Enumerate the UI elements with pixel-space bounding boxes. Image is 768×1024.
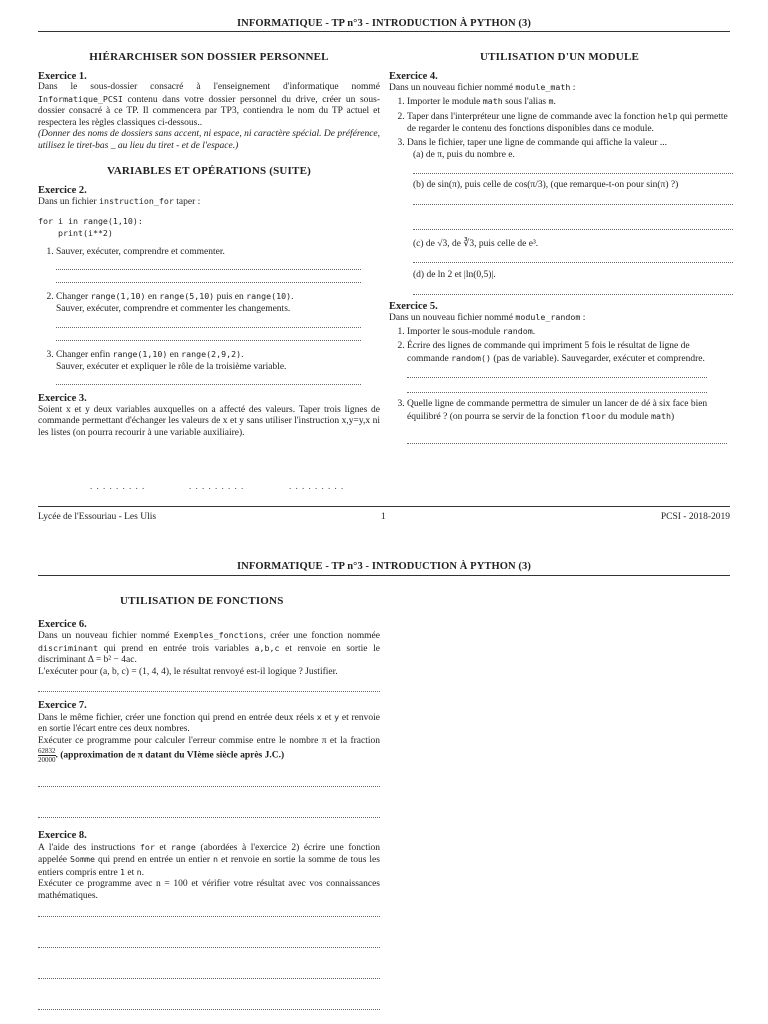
section-title-functions: UTILISATION DE FONCTIONS [120, 595, 284, 607]
ex4-item-2-b: qui permette de regarder le contenu des fonctions disponibles dans ce module. [407, 112, 728, 134]
ex8-code-one: 1 [120, 866, 126, 877]
answer-line [38, 916, 380, 917]
ex6-b: , créer une fonction nommée [263, 631, 380, 641]
ex8-d: qui prend en entrée un entier [94, 855, 213, 865]
ex4-sub-d: (d) de ln 2 et |ln(0,5)|. [413, 270, 496, 280]
footer-page-number: 1 [381, 512, 386, 522]
ex6-c: qui prend en entrée trois variables [97, 643, 255, 654]
answer-line [56, 282, 361, 283]
section-title-module: UTILISATION D'UN MODULE [479, 51, 640, 63]
ex7-fraction [38, 747, 56, 764]
ex4-sub-c: (c) de √3, de ∛3, puis celle de e³. [413, 238, 539, 249]
exercise-2-title: Exercice 2. [38, 184, 87, 196]
ex5-item-2-code: random() [451, 352, 492, 363]
ex5-item-3-a: Quelle ligne de commande permettra de simuler un lancer de dé à six face bien équilibré ? (on pourra se servir de la fonction [407, 399, 708, 422]
answer-line [56, 269, 361, 270]
ex2-item-2-code3: range(10) [246, 291, 292, 301]
answer-line [56, 340, 361, 341]
page1-right-column [389, 52, 730, 444]
ex6-a: Dans un nouveau fichier nommé [38, 631, 174, 641]
ex2-item-3-code1: range(1,10) [112, 349, 168, 359]
exercise-6-text [38, 630, 380, 667]
ex5-intro-b: : [580, 313, 586, 323]
ex2-item-3-code2: range(2,9,2) [181, 349, 242, 359]
ex4-item-2 [407, 111, 730, 135]
exercise-4-list [389, 96, 730, 295]
page2-column [38, 596, 380, 1010]
ex5-item-3-b: du module [605, 411, 651, 422]
answer-line [413, 173, 733, 174]
exercise-5-list [389, 326, 730, 445]
ex1-text-a: Dans le sous-dossier consacré à l'enseignement d'informatique nommé [38, 82, 380, 92]
section-title-hierarchy: HIÉRARCHISER SON DOSSIER PERSONNEL [89, 51, 329, 63]
ex3-blank-3: . . . . . . . . . [289, 481, 345, 491]
ex2-item-2-a: Changer [56, 292, 91, 302]
ex4-item-1-code2: m [548, 95, 554, 106]
ex2-item-1-text: Sauver, exécuter, comprendre et commenter. [56, 246, 225, 257]
answer-line [38, 1009, 380, 1010]
answer-line [413, 294, 733, 295]
exercise-1-note: (Donner des noms de dossiers sans accent, ni espace, ni caractère spécial. De préférence, utilisez le tiret-bas _ au lieu du tiret - et de l'espace.) [38, 129, 380, 151]
exercise-1-text [38, 82, 380, 129]
ex5-intro-code: module_random [515, 312, 581, 322]
ex7-fraction-numerator: 62832 [38, 747, 56, 755]
ex2-item-2-d: puis en [214, 292, 247, 302]
ex6-d: et renvoie en sortie le discriminant Δ = b² − 4ac. [38, 643, 380, 665]
page1-left-column [38, 52, 380, 439]
exercise-2-code-block [38, 215, 380, 239]
ex4-sublist [407, 150, 730, 295]
ex5-item-2-b: (pas de variable). Sauvegarder, exécuter et comprendre. [491, 353, 705, 364]
page1-header-rule [38, 31, 730, 32]
answer-line [56, 384, 361, 385]
ex8-e: et renvoie en sortie la somme de tous les entiers compris entre [38, 855, 380, 878]
answer-line [407, 377, 707, 378]
ex7-c: et renvoie en sortie l'écart entre ces deux nombres. [38, 712, 380, 734]
ex8-f: et [125, 867, 137, 878]
ex8-code-range: range [170, 841, 196, 852]
ex2-item-2-b: en [145, 292, 160, 302]
ex6-code-function: discriminant [38, 642, 98, 653]
ex6-code-filename: Exemples_fonctions [173, 630, 264, 640]
ex5-item-2-a: Écrire des lignes de commande qui impriment 5 fois le résultat de ligne de commande [407, 341, 690, 364]
exercise-6-line2: L'exécuter pour (a, b, c) = (1, 4, 4), le résultat renvoyé est-il logique ? Justifier. [38, 666, 338, 677]
ex6-code-vars: a,b,c [254, 642, 280, 653]
ex2-item-3-a: Changer enfin [56, 350, 113, 360]
ex7-fraction-denominator: 20000 [38, 756, 56, 764]
ex2-item-1 [56, 247, 380, 284]
exercise-3-title: Exercice 3. [38, 393, 87, 404]
ex2-item-3-b: en [167, 350, 182, 360]
exercise-5-title: Exercice 5. [389, 300, 438, 312]
ex8-code-n2: n [136, 866, 142, 877]
ex2-code-line-2: print(i**2) [38, 227, 113, 238]
exercise-4-title: Exercice 4. [389, 70, 438, 82]
ex4-item-3 [407, 138, 730, 295]
ex2-item-2 [56, 291, 380, 341]
exercise-8-text [38, 842, 380, 880]
answer-line [56, 327, 361, 328]
ex2-item-3 [56, 349, 380, 385]
exercise-8-title: Exercice 8. [38, 830, 87, 841]
answer-line [413, 229, 733, 230]
ex8-g: . [141, 867, 145, 878]
ex8-b: et [154, 842, 171, 853]
exercise-6-title: Exercice 6. [38, 618, 87, 630]
answer-line [407, 392, 707, 393]
page1-footer-rule [38, 506, 730, 507]
ex8-c: (abordées à l'exercice 2) écrire une fonction appelée [38, 842, 380, 865]
ex2-intro-code: instruction_for [98, 196, 174, 206]
ex7-b: et [321, 712, 335, 723]
exercise-1-title: Exercice 1. [38, 70, 87, 82]
ex2-item-3-line2: Sauver, exécuter et expliquer le rôle de la troisième variable. [56, 361, 287, 372]
ex4-sub-b: (b) de sin(π), puis celle de cos(π/3), (que remarque-t-on pour sin(π) ?) [413, 180, 679, 190]
exercise-2-list [38, 247, 380, 386]
ex5-item-1-b: . [532, 326, 536, 337]
ex4-item-1 [407, 96, 730, 109]
answer-line [407, 443, 727, 444]
ex2-item-3-e: . [241, 350, 244, 360]
ex2-intro-b: taper : [173, 197, 201, 207]
page2-header-rule [38, 575, 730, 576]
ex1-text-b: contenu dans votre dossier personnel du drive, créer un sous-dossier consacré à ce TP. Il commencera par TP3, contiendra le nom du TP actuel et respectera les règles classiques ci-dessous.. [38, 94, 380, 128]
answer-line [38, 978, 380, 979]
page1-header: INFORMATIQUE - TP n°3 - INTRODUCTION À PYTHON (3) [237, 18, 531, 29]
footer-class-year: PCSI - 2018-2019 [660, 512, 730, 522]
page2-header: INFORMATIQUE - TP n°3 - INTRODUCTION À PYTHON (3) [237, 561, 531, 572]
ex2-code-line-1: for i in range(1,10): [38, 215, 143, 226]
ex8-code-n: n [212, 854, 218, 864]
ex5-item-1-a: Importer le sous-module [407, 326, 503, 337]
ex2-item-2-code2: range(5,10) [159, 291, 215, 301]
ex8-code-for: for [139, 841, 155, 852]
exercise-8-line2: Exécuter ce programme avec n = 100 et vérifier votre résultat avec vos connaissances mathématiques. [38, 879, 380, 901]
ex2-item-2-e: . [291, 292, 294, 302]
ex4-intro-b: : [570, 83, 576, 93]
exercise-7-line2 [38, 736, 380, 765]
ex4-intro-code: module_math [515, 82, 571, 92]
ex7-code-y: y [334, 711, 340, 722]
exercise-5-intro [389, 312, 730, 325]
ex5-item-1-code: random [502, 325, 533, 336]
answer-line [38, 817, 380, 818]
ex7-line2: Exécuter ce programme pour calculer l'erreur commise entre le nombre π et la fraction [38, 735, 380, 746]
ex4-item-1-a: Importer le module [407, 96, 483, 107]
ex7-code-x: x [316, 711, 322, 722]
ex7-a: Dans le même fichier, créer une fonction qui prend en entrée deux réels [38, 712, 317, 723]
ex5-item-3 [407, 399, 730, 444]
ex8-code-somme: Somme [70, 854, 95, 864]
answer-line [413, 204, 733, 205]
ex4-item-3-text: Dans le fichier, taper une ligne de commande qui affiche la valeur ... [407, 138, 668, 148]
ex5-intro-a: Dans un nouveau fichier nommé [389, 313, 516, 323]
ex2-intro-a: Dans un fichier [38, 197, 99, 207]
ex4-item-1-code: math [482, 95, 503, 106]
exercise-4-intro [389, 82, 730, 95]
ex5-item-2 [407, 341, 730, 393]
ex4-sub-a: (a) de π, puis du nombre e. [413, 149, 515, 160]
ex4-intro-a: Dans un nouveau fichier nommé [389, 83, 516, 93]
ex4-item-2-code: help [657, 111, 678, 121]
ex3-blank-2: . . . . . . . . . [189, 481, 245, 491]
ex4-item-1-c: . [553, 96, 556, 107]
exercise-7-title: Exercice 7. [38, 700, 87, 711]
ex2-item-2-code1: range(1,10) [90, 291, 146, 301]
ex2-item-2-line2: Sauver, exécuter, comprendre et commenter les changements. [56, 303, 291, 314]
answer-line [38, 786, 380, 787]
exercise-3-text: Soient x et y deux variables auxquelles on a affecté des valeurs. Taper trois lignes de commande permettant d'échanger les valeurs de x et y sans utiliser l'instruction x,y=y,x ni les listes (on pourra recourir à une variable auxiliaire). [38, 404, 380, 438]
answer-line [38, 691, 380, 692]
ex5-item-1 [407, 326, 730, 339]
ex4-item-2-a: Taper dans l'interpréteur une ligne de commande avec la fonction [407, 112, 658, 122]
ex5-item-3-code: floor [580, 410, 606, 421]
ex1-code-folder: Informatique_PCSI [38, 93, 123, 104]
ex7-bold-note: . (approximation de π datant du VIème siècle après J.C.) [55, 750, 285, 761]
ex4-item-1-b: sous l'alias [502, 96, 549, 107]
footer-school: Lycée de l'Essouriau - Les Ulis [38, 512, 157, 522]
section-title-variables: VARIABLES ET OPÉRATIONS (SUITE) [107, 165, 311, 177]
ex3-blank-1: . . . . . . . . . [90, 481, 146, 491]
ex5-item-3-c: ) [670, 411, 675, 422]
answer-line [38, 947, 380, 948]
exercise-2-intro [38, 196, 380, 209]
exercise-7-text [38, 712, 380, 736]
answer-line [413, 262, 733, 263]
ex8-a: A l'aide des instructions [38, 842, 140, 853]
ex5-item-3-code2: math [650, 410, 671, 421]
